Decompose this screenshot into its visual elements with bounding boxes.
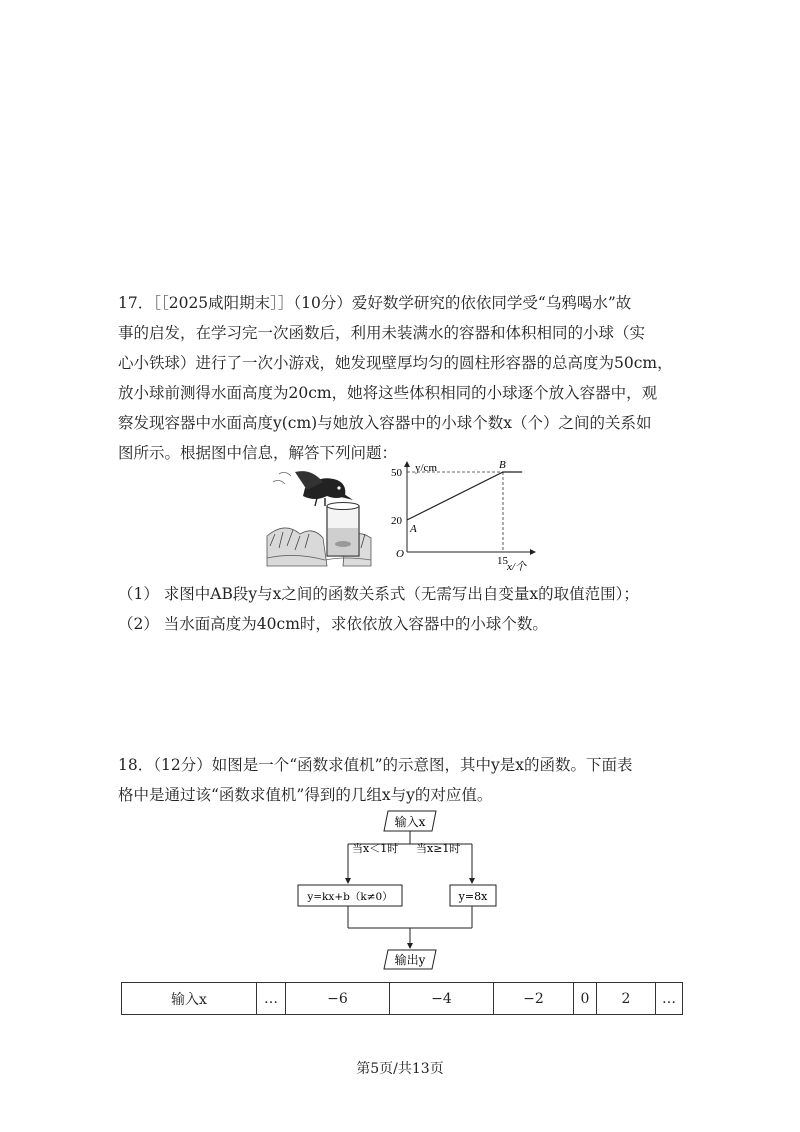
box-left-formula: y=kx+b（k≠0） (307, 891, 393, 903)
output-label: 输出y (394, 953, 426, 967)
value-table (121, 982, 683, 1015)
table-cell: … (656, 983, 683, 1015)
function-machine-flowchart (290, 808, 530, 974)
table-cell: 2 (597, 983, 656, 1015)
q17-line: 17．［［2025咸阳期末］］（10分）爱好数学研究的依依同学受“乌鸦喝水”故 (118, 294, 632, 312)
box-right-formula: y=8x (458, 890, 488, 903)
page-footer: 第5页/共13页 (356, 1061, 444, 1077)
condition-left: 当x＜1时 (352, 842, 399, 855)
table-cell: −4 (390, 983, 494, 1015)
tick-label-15: 15 (497, 555, 508, 567)
tick-label-50: 50 (391, 467, 402, 479)
table-cell: 输入x (122, 983, 257, 1015)
q18-line: 18．（12分）如图是一个“函数求值机”的示意图，其中y是x的函数。下面表 (118, 756, 633, 774)
table-cell: 0 (574, 983, 597, 1015)
table-cell: … (257, 983, 286, 1015)
tick-label-20: 20 (391, 515, 402, 527)
q17-line: 心小铁球）进行了一次小游戏，她发现壁厚均匀的圆柱形容器的总高度为50cm， (118, 354, 673, 372)
height-vs-balls-graph (385, 458, 545, 576)
point-a-label: A (410, 523, 417, 535)
origin-label: O (396, 548, 404, 560)
q17-line: 放小球前测得水面高度为20cm，她将这些体积相同的小球逐个放入容器中，观 (118, 384, 658, 402)
table-cell: −6 (286, 983, 390, 1015)
point-b-label: B (499, 459, 506, 471)
q17-subquestion-1: （1） 求图中AB段y与x之间的函数关系式（无需写出自变量x的取值范围）； (118, 585, 639, 603)
x-axis-label: x/个 (507, 561, 526, 573)
question-18-text (118, 750, 688, 810)
q17-line: 察发现容器中水面高度y(cm)与她放入容器中的小球个数x（个）之间的关系如 (118, 414, 652, 432)
y-axis-label: y/cm (415, 462, 437, 474)
condition-right: 当x≥1时 (416, 842, 461, 855)
crow-drinking-illustration (265, 466, 373, 568)
table-row (122, 983, 683, 1015)
q17-line: 事的启发，在学习完一次函数后，利用未装满水的容器和体积相同的小球（实 (118, 324, 646, 342)
question-17-text (118, 288, 688, 468)
q18-line: 格中是通过该“函数求值机”得到的几组x与y的对应值。 (118, 786, 493, 804)
series-line (407, 472, 522, 520)
input-label: 输入x (394, 815, 426, 829)
q17-subquestion-2: （2） 当水面高度为40cm时，求依依放入容器中的小球个数。 (118, 615, 548, 633)
q17-line: 图所示。根据图中信息，解答下列问题： (118, 444, 398, 462)
table-cell: −2 (494, 983, 574, 1015)
